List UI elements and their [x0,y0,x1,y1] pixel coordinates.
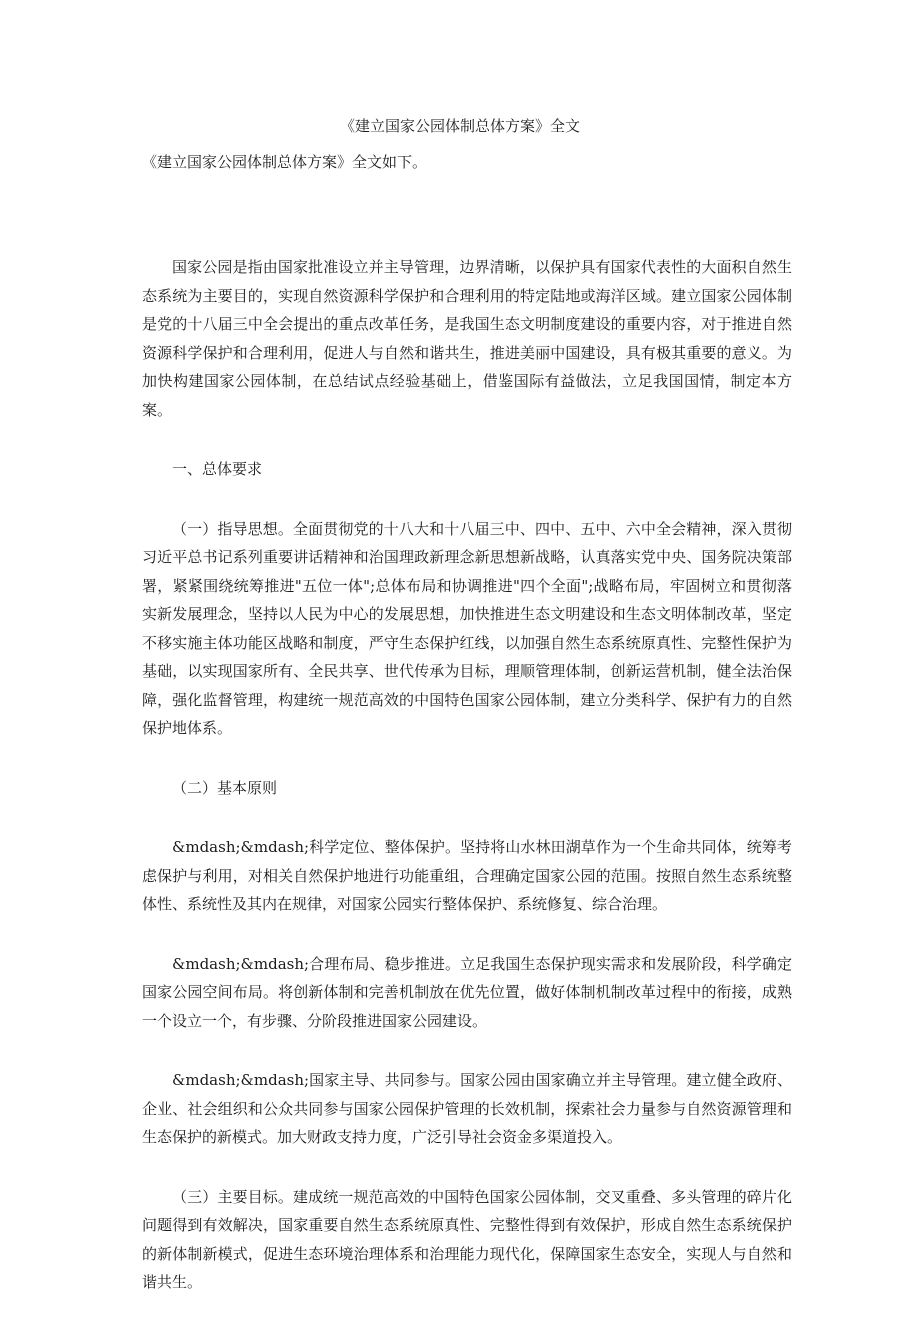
document-intro: 《建立国家公园体制总体方案》全文如下。 [142,153,428,171]
paragraph-principle-scientific-positioning: &mdash;&mdash;科学定位、整体保护。坚持将山水林田湖草作为一个生命共同体，统筹考虑保护与利用，对相关自然保护地进行功能重组，合理确定国家公园的范围。按照自然生态系统整体性、系统性及其内在规律，对国家公园实行整体保护、系统修复、综合治理。 [142,838,792,913]
paragraph-main-goals: （三）主要目标。建成统一规范高效的中国特色国家公园体制，交叉重叠、多头管理的碎片化问题得到有效解决，国家重要自然生态系统原真性、完整性得到有效保护，形成自然生态系统保护的新体制新模式，促进生态环境治理体系和治理能力现代化，保障国家生态安全，实现人与自然和谐共生。 [142,1187,792,1291]
section-heading-general-requirements: 一、总体要求 [172,460,263,478]
paragraph-principle-state-led: &mdash;&mdash;国家主导、共同参与。国家公园由国家确立并主导管理。建立健全政府、企业、社会组织和公众共同参与国家公园保护管理的长效机制，探索社会力量参与自然资源管理和生态保护的新模式。加大财政支持力度，广泛引导社会资金多渠道投入。 [142,1071,792,1146]
paragraph-guiding-ideology: （一）指导思想。全面贯彻党的十八大和十八届三中、四中、五中、六中全会精神，深入贯彻习近平总书记系列重要讲话精神和治国理政新理念新思想新战略，认真落实党中央、国务院决策部署，紧紧围绕统筹推进"五位一体";总体布局和协调推进"四个全面";战略布局，牢固树立和贯彻落实新发展理念，坚持以人民为中心的发展思想，加快推进生态文明建设和生态文明体制改革，坚定不移实施主体功能区战略和制度，严守生态保护红线，以加强自然生态系统原真性、完整性保护为基础，以实现国家所有、全民共享、世代传承为目标，理顺管理体制，创新运营机制，健全法治保障，强化监督管理，构建统一规范高效的中国特色国家公园体制，建立分类科学、保护有力的自然保护地体系。 [142,519,792,737]
paragraph-principle-reasonable-layout: &mdash;&mdash;合理布局、稳步推进。立足我国生态保护现实需求和发展阶段，科学确定国家公园空间布局。将创新体制和完善机制放在优先位置，做好体制机制改革过程中的衔接，成熟一个设立一个，有步骤、分阶段推进国家公园建设。 [142,954,792,1030]
document-body [142,253,792,1328]
paragraph-overview: 国家公园是指由国家批准设立并主导管理，边界清晰，以保护具有国家代表性的大面积自然生态系统为主要目的，实现自然资源科学保护和合理利用的特定陆地或海洋区域。建立国家公园体制是党的十八届三中全会提出的重点改革任务，是我国生态文明制度建设的重要内容，对于推进自然资源科学保护和合理利用，促进人与自然和谐共生，推进美丽中国建设，具有极其重要的意义。为加快构建国家公园体制，在总结试点经验基础上，借鉴国际有益做法，立足我国国情，制定本方案。 [142,258,792,419]
document-title: 《建立国家公园体制总体方案》全文 [339,117,580,135]
subsection-heading-basic-principles: （二）基本原则 [172,778,278,797]
